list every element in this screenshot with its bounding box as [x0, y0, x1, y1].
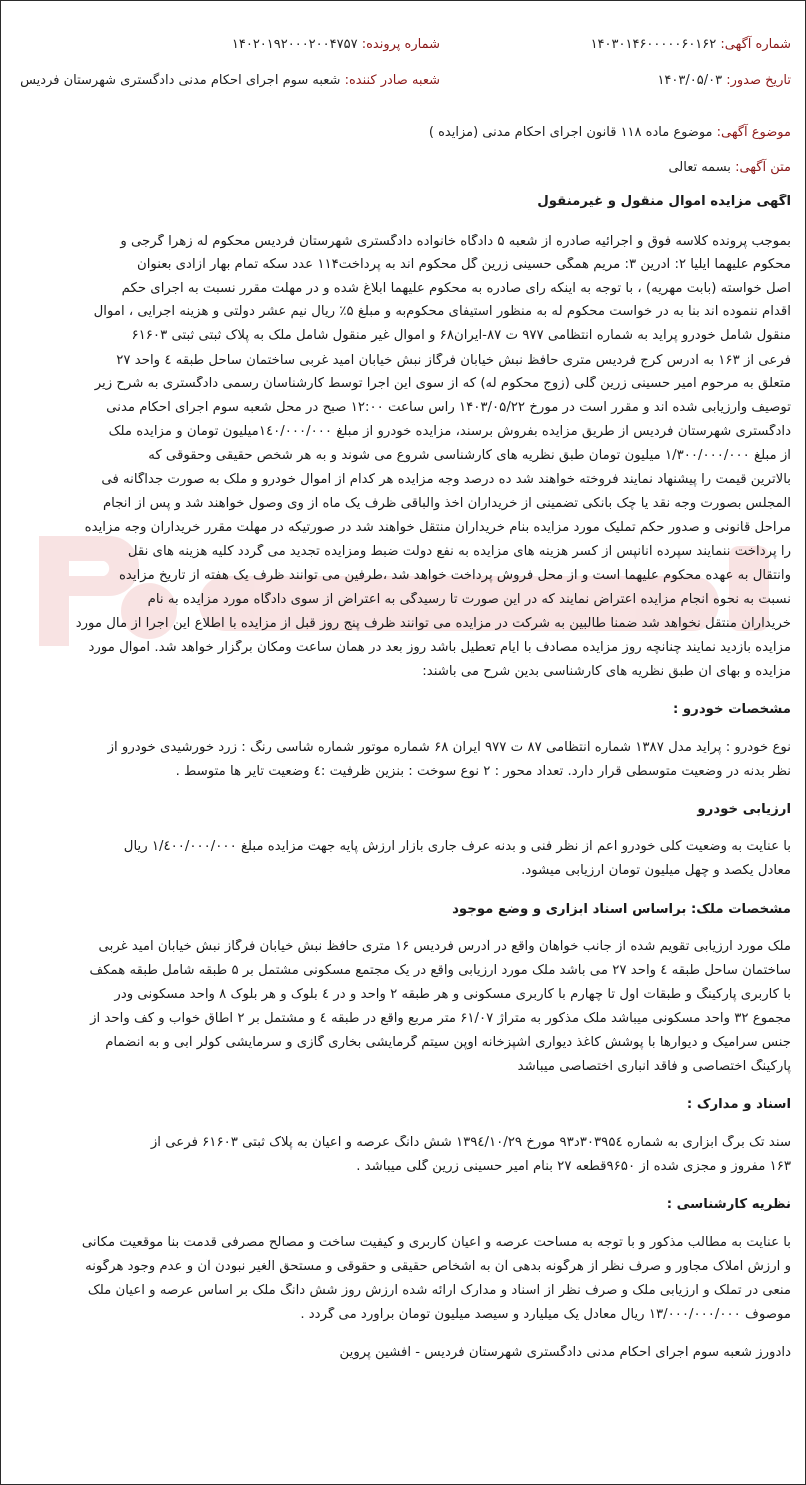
notice-line: ملک مورد ارزیابی تقویم شده از جانب خواهان واقع در آدرس فردیس ۱۶ متری حافظ نبش خیابان فرگاز نبش خیابان امید غربی	[98, 939, 791, 954]
notice-line: منقول شامل خودرو پراید به شماره انتظامی ۹۷۷ ت ۸۷-ایران۶۸ و اموال غیر منقول شامل ملک به پلاک ثبتی ثبتی ۶۱۶۰۳	[131, 328, 791, 343]
notice-heading: آگهی مزایده اموال منقول و غیرمنقول	[537, 194, 791, 209]
notice-line: مزایده بازدید نمایند چنانچه روز مزایده مصادف با ایام تعطیل باشد روز بعد در همان ساعت ومکان برگزار خواهد شد. اموال مورد	[88, 640, 791, 655]
notice-line: پارکینگ اختصاصی و فاقد انباری اختصاصی میباشد	[517, 1059, 791, 1074]
notice-line: خریداران منتقل نخواهد شد ضمنا طالبین به شرکت در مزایده می توانند ظرف پنج روز قبل از مزایده با اطلاع این اجرا از مال مورد	[75, 616, 791, 631]
watermark-logo	[29, 516, 806, 656]
notice-line: وانتقال به عهده محکوم علیهما است و از محل فروش پرداخت خواهد شد ،طرفین می توانند ظرف یک هفته از تاریخ مزایده	[118, 568, 791, 583]
notice-line: مشخصات ملک: براساس اسناد ابزاری و وضع موجود	[452, 902, 791, 917]
notice-line: از مبلغ ۱/۳۰۰/۰۰۰/۰۰۰ میلیون تومان طبق نظریه های کارشناسی شروع می شوند و به هر شخص حقیقی وحقوقی که	[148, 448, 791, 463]
notice-line: با عنایت به وضعیت کلی خودرو اعم از نظر فنی و بدنه عرف جاری بازار ارزش پایه جهت مزایده مبلغ ۱/٤۰۰/۰۰۰/۰۰۰ ریال	[123, 839, 791, 854]
notice-line: ساختمان ساحل طبقه ٤ واحد ۲۷ می باشد ملک مورد ارزیابی واقع در یک مجتمع مسکونی مشتمل بر ۵ طبقه شامل طبقه همکف	[89, 963, 791, 978]
notice-line: معادل یکصد و چهل میلیون تومان ارزیابی میشود.	[521, 863, 791, 878]
notice-line: سند تک برگ ابزاری به شماره ۳۰۳۹۵٤د۹۳ مورخ ۱۳۹٤/۱۰/۲۹ شش دانگ عرصه و اعیان به پلاک ثبتی ۶۱۶۰۳ فرعی از	[150, 1135, 791, 1150]
notice-line: متعلق به مرحوم امیر حسینی زرین گلی (زوج محکوم له) که از سوی این اجرا توسط کارشناسان رسمی دادگستری به شرح زیر	[94, 376, 791, 391]
notice-line: نوع خودرو : پراید مدل ۱۳۸۷ شماره انتظامی ۸۷ ت ۹۷۷ ایران ۶۸ شماره موتور شماره شاسی رنگ : زرد خورشیدی خودرو از	[107, 740, 791, 755]
notice-line: بالاترین قیمت را پیشنهاد نمایند فروخته خواهند شد ده درصد وجه مزایده هر کدام از اموال خودرو و ملک به صورت جداگانه فی	[101, 472, 791, 487]
notice-line: دادگستری شهرستان فردیس از طریق مزایده بفروش برسند، مزایده خودرو از مبلغ ۱٤۰/۰۰۰/۰۰۰میلیون تومان و مزایده ملک	[108, 424, 791, 439]
notice-line: موصوف ۱۳/۰۰۰/۰۰۰/۰۰۰ ریال معادل یک میلیارد و سیصد میلیون تومان براورد می گردد .	[300, 1307, 791, 1322]
notice-line: نظر بدنه در وضعیت متوسطی قرار دارد. تعداد محور : ۲ نوع سوخت : بنزین ظرفیت :٤ وضعیت تایر ها متوسط .	[175, 764, 791, 779]
notice-line: اقدام ننموده اند بنا به در خواست محکوم له به منظور استیفای محکوم‌به و مبلغ ۵٪ ریال نیم عشر دولتی و هزینه اجرایی ، اموال	[93, 304, 791, 319]
notice-line: مشخصات خودرو :	[672, 702, 791, 717]
notice-line: فرعی از ۱۶۳ به آدرس کرج فردیس متری حافظ نبش خیابان فرگاز نبش خیابان امید غربی ساختمان ساحل طبقه ٤ واحد ۲۷	[116, 353, 791, 368]
notice-subject: موضوع آگهی: موضوع ماده ۱۱۸ قانون اجرای احکام مدنی (مزایده )	[428, 125, 791, 140]
notice-line: توصیف وارزیابی شده اند و مقرر است در مورخ ۱۴۰۳/۰۵/۲۲ راس ساعت ۱۲:۰۰ صبح در محل شعبه سوم اجرای احکام مدنی	[106, 400, 791, 415]
notice-line: بموجب پرونده کلاسه فوق و اجرائیه صادره از شعبه ۵ دادگاه خانواده دادگستری شهرستان فردیس محکوم له زهرا گرجی و	[120, 234, 791, 249]
issue-date: تاریخ صدور: ۱۴۰۳/۰۵/۰۳	[657, 73, 791, 88]
notice-line: ۱۶۳ مفروز و مجزی شده از ۹۶۵۰قطعه ۲۷ بنام امیر حسینی زرین گلی میباشد .	[356, 1159, 791, 1174]
notice-line: مجموع ۳۲ واحد مسکونی میباشد ملک مذکور به متراژ ۶۱/۰۷ متر مربع واقع در طبقه ٤ و مشتمل بر ۲ اطاق خواب و کف واحد از	[90, 1011, 791, 1026]
notice-line: دادورز شعبه سوم اجرای احکام مدنی دادگستری شهرستان فردیس - افشین پروین	[339, 1345, 791, 1360]
notice-line: مزایده و بهای ان طبق نظریه های کارشناسی بدین شرح می باشند:	[422, 664, 791, 679]
notice-line: نسبت به نحوه انجام مزایده اعتراض نمایند که در این صورت تا رسیدگی به اعتراض از سوی دادگاه مورد مزایده به نام	[147, 592, 791, 607]
notice-line: منعی در تملک و ارزیابی ملک و صرف نظر از اسناد و مدارک ارائه شده ارزش روز شش دانگ ملک بر اساس عرصه و اعیان ملک	[87, 1283, 791, 1298]
issuing-branch: شعبه صادر کننده: شعبه سوم اجرای احکام مدنی دادگستری شهرستان فردیس	[20, 73, 440, 88]
notice-line: محکوم علیهما ایلیا ۲: آدرین ۳: مریم همگی حسینی زرین گل محکوم اند به پرداخت۱۱۴ عدد سکه تمام بهار آزادی بعنوان	[136, 257, 791, 272]
notice-body-label: متن آگهی: بسمه تعالی	[668, 160, 791, 175]
notice-line: با عنایت به مطالب مذکور و با توجه به مساحت عرصه و اعیان کاربری و کیفیت ساخت و مصالح مصرفی قدمت بنا موقعیت مکانی	[81, 1235, 791, 1250]
file-number: شماره پرونده: ۱۴۰۲۰۱۹۲۰۰۰۲۰۰۴۷۵۷	[231, 37, 440, 52]
notice-line: المجلس بصورت وجه نقد یا چک بانکی تضمینی از خریداران اخذ والباقی ظرف یک ماه از وی وصول خواهند شد و پس از انجام	[102, 496, 791, 511]
notice-line: را پرداخت ننمایند سپرده آنانپس از کسر هزینه های مزایده به نفع دولت ضبط ومزایده تجدید می گردد کلیه هزینه های نقل	[127, 544, 791, 559]
notice-line: با کاربری پارکینگ و طبقات اول تا چهارم با کاربری مسکونی و هر طبقه ۲ واحد و در ٤ بلوک و هر بلوک ۸ واحد مسکونی ودر	[114, 987, 791, 1002]
notice-line: و ارزش املاک مجاور و صرف نظر از هرگونه بدهی آن به اشخاص حقیقی و حقوقی و مستحق الغیر نبودن آن و عدم وجود هرگونه	[85, 1259, 791, 1274]
notice-number: شماره آگهی: ۱۴۰۳۰۱۴۶۰۰۰۰۰۶۰۱۶۲	[590, 37, 791, 52]
notice-line: اصل خواسته (بابت مهریه) ، با توجه به اینکه رای صادره به محکوم علیهما ابلاغ شده و در مهلت مقرر نسبت به اجرای حکم	[121, 281, 791, 296]
notice-line: نظریه کارشناسی :	[666, 1197, 791, 1212]
notice-line: مراحل قانونی و صدور حکم تملیک مورد مزایده بنام خریداران منتقل خواهند شد در صورتیکه در مهلت مقرر خریداران وجه مزایده	[84, 520, 791, 535]
notice-line: اسناد و مدارک :	[686, 1097, 791, 1112]
notice-line: ارزیابی خودرو	[697, 802, 791, 817]
notice-line: جنس سرامیک و دیوارها با پوشش کاغذ دیواری آشپزخانه اوپن سیتم گرمایشی بخاری گازی و سرمایشی کولر آبی و به انضمام	[105, 1035, 791, 1050]
